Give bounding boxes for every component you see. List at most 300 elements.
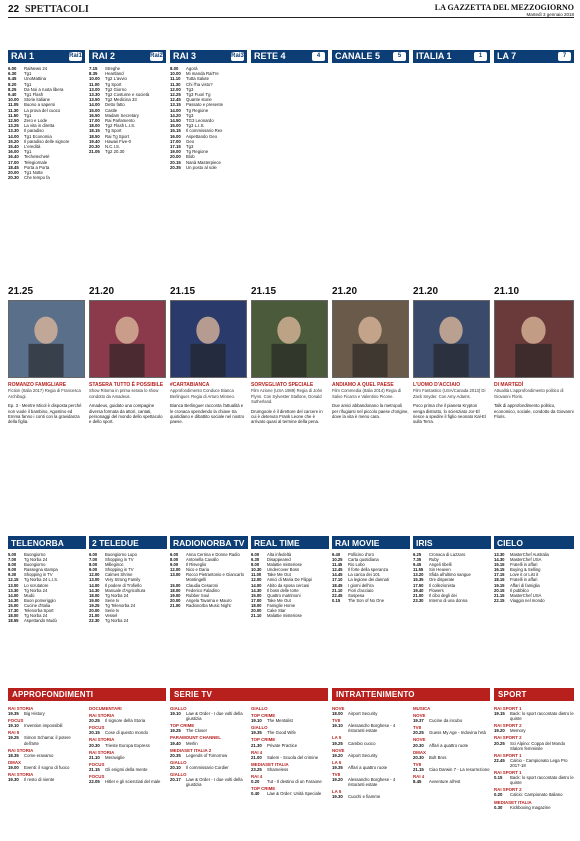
schedule-time: 20.30: [89, 144, 100, 150]
schedule-programme: Tg Norba 24: [105, 592, 129, 598]
schedule-time: 8.00: [251, 562, 260, 568]
primetime-time: 21.20: [89, 286, 115, 297]
category-channel: RAI 4: [251, 774, 263, 780]
schedule-time: 9.00: [170, 562, 179, 568]
schedule-programme: Serie tv: [105, 597, 120, 603]
schedule-time: 18.15: [494, 577, 505, 583]
schedule-regional: [332, 552, 410, 603]
schedule-programme: Anna Cerrina e Donne Radio: [186, 552, 240, 557]
section-header-serietv: SERIE TV: [170, 688, 328, 701]
schedule-row: [170, 753, 247, 758]
schedule-row: [89, 618, 167, 623]
schedule-programme: Buying & Selling: [510, 567, 541, 573]
category-list: [170, 704, 247, 787]
schedule-time: 13.30: [494, 552, 505, 557]
schedule-row: [251, 767, 328, 772]
schedule-regional: [89, 552, 167, 623]
schedule-time: 16.40: [8, 154, 19, 160]
schedule-row: [8, 618, 86, 623]
issue-date: Martedì 3 gennaio 2018: [526, 12, 574, 17]
schedule-programme: Rassegna stampa: [24, 567, 58, 573]
schedule-programme: Malattie misteriose: [267, 562, 302, 568]
schedule-programme: Calmes Shrine: [105, 572, 133, 578]
category-channel: FOCUS: [89, 761, 105, 767]
schedule-time: 0.15: [332, 597, 341, 603]
schedule-programme: UnoMattina: [24, 76, 46, 82]
schedule-programme: Rai Tg Sport: [105, 133, 130, 139]
primetime-genre: Film Commedia (Italia 2014) Regia di Salvo Ficarra e Valentino Picone.: [332, 388, 402, 399]
schedule-time: 20.30: [413, 754, 424, 760]
schedule-time: 7.00: [8, 557, 17, 563]
channel-header-rete4: RETE 4 4: [251, 50, 328, 63]
channel-header-italia1: ITALIA 1 1: [413, 50, 490, 63]
schedule-time: 21.10: [89, 754, 100, 760]
schedule-programme: Cronaca di Lazzaro: [429, 552, 466, 557]
category-channel: TV8: [413, 725, 422, 731]
schedule-programme: Tg3 L.I.S.: [186, 123, 205, 129]
schedule-time: 19.10: [332, 723, 343, 729]
schedule-programme: Il collezionista: [429, 582, 456, 588]
schedule-row: [170, 165, 247, 170]
schedule-programme: Cucine d'Italia: [24, 602, 51, 608]
schedule-programme: Vessel: [105, 613, 118, 619]
schedule-programme: Shameless: [267, 766, 289, 772]
category-channel: TOP CRIME: [251, 713, 276, 719]
category-channel: PARAMOUNT CHANNEL: [170, 735, 221, 741]
schedule-programme: Come eravamo: [24, 752, 54, 758]
category-channel: DMAX: [8, 759, 21, 765]
schedule-programme: Cake Star: [267, 608, 286, 614]
schedule-programme: Alessandro Borghese - 4 ristoranti estate: [348, 723, 396, 734]
schedule-time: 13.25: [8, 123, 19, 129]
schedule-time: 20.30: [413, 742, 424, 748]
schedule-time: 20.00: [170, 154, 181, 160]
primetime-photo: [8, 300, 85, 378]
schedule-programme: Milleginoc: [105, 562, 124, 568]
category-channel: LA 5: [332, 789, 342, 795]
channel-bar: [8, 50, 574, 63]
schedule-programme: Telegiornale: [24, 159, 48, 165]
schedule-time: 6.00: [251, 552, 260, 557]
channel-header-rai2: RAI 2 Rai2: [89, 50, 166, 63]
schedule-time: 15.20: [8, 138, 19, 144]
schedule-programme: Shopping in TV: [105, 567, 134, 573]
italia1-logo-icon: 1: [474, 52, 487, 61]
schedule-programme: Geo: [186, 138, 195, 144]
schedule-row: [413, 743, 490, 748]
schedule-programme: Nico e Daria: [186, 567, 210, 573]
schedule-time: 20.15: [89, 730, 100, 736]
category-channel: NOVE: [413, 713, 426, 719]
schedule-row: [332, 723, 409, 733]
schedule-time: 13.30: [8, 587, 19, 593]
masthead: LA GAZZETTA DEL MEZZOGIORNO: [434, 3, 574, 12]
schedule-programme: Disappeared: [267, 557, 291, 563]
section-title: SPETTACOLI: [25, 4, 89, 15]
schedule-programme: MasterChef USA: [510, 557, 542, 563]
schedule-time: 10.00: [170, 71, 181, 77]
schedule-row: [170, 777, 247, 787]
schedule-time: 17.00: [170, 138, 181, 144]
schedule-programme: Legends of Tomorrow: [186, 752, 228, 758]
schedule-time: 18.15: [89, 128, 100, 134]
schedule-row: [8, 175, 85, 180]
schedule-programme: La vita in diretta: [24, 123, 55, 129]
schedule-time: 19.37: [413, 718, 424, 724]
category-channel: RAI STORIA: [8, 747, 34, 753]
schedule-time: 8.00: [170, 66, 179, 71]
schedule-row: [332, 753, 409, 758]
schedule-time: 22.45: [494, 757, 505, 763]
schedule-programme: Nanà Masterpiece: [186, 159, 221, 165]
schedule-programme: Il forte della speranza: [348, 567, 389, 573]
schedule-time: 6.00: [89, 552, 98, 557]
channel-header-canale5: CANALE 5 5: [332, 50, 409, 63]
category-channel: RAI STORIA: [8, 706, 34, 711]
schedule-time: 17.15: [494, 572, 505, 578]
schedule-time: 12.00: [251, 577, 262, 583]
schedule-time: 22.30: [89, 618, 100, 624]
channel-header-raimovie: RAI MOVIE: [332, 536, 410, 549]
schedule-programme: Eventi: il sogno di fuoco: [24, 764, 70, 770]
schedule-row: [8, 723, 85, 728]
schedule-programme: Hawaii Five-0: [105, 138, 132, 144]
schedule-row: [494, 792, 574, 797]
schedule-programme: The Closer: [186, 728, 208, 734]
schedule-time: 6.30: [8, 71, 17, 77]
regional-channel-bar: [8, 536, 574, 549]
schedule-time: 17.15: [170, 144, 181, 150]
schedule-programme: Calcio: Campionato Italiano: [510, 792, 563, 798]
schedule-programme: Tg Norba 24: [105, 618, 129, 624]
schedule-programme: Sci Alpino: Coppa del Mondo Slalom femminile: [510, 740, 566, 751]
schedule-time: 16.50: [89, 112, 100, 118]
primetime-photo: [170, 300, 247, 378]
schedule-time: 14.00: [8, 133, 19, 139]
schedule-time: 8.00: [8, 562, 17, 568]
schedule-row: [8, 765, 85, 770]
primetime-time: 21.20: [413, 286, 439, 297]
schedule-time: 18.00: [89, 123, 100, 129]
schedule-time: 13.00: [170, 572, 181, 578]
schedule-row: [413, 767, 490, 772]
schedule-row: [170, 572, 248, 582]
schedule-programme: Famiglie Home: [267, 602, 296, 608]
schedule-time: 14.00: [8, 592, 19, 598]
schedule-programme: Madam Secretary: [105, 112, 139, 118]
schedule-programme: Trieste Europa Express: [105, 742, 150, 748]
primetime-synopsis: Ep. 3 - Mentre Micol è disposta perché non vuole il bambino, Agostino ed Emma fanno i conti con la gravidanza della figlia.: [8, 403, 82, 425]
primetime-synopsis: Talk di approfondimento politico, economico, sociale, condotto da Giovanni Floris.: [494, 403, 574, 420]
schedule-time: 18.00: [332, 711, 343, 717]
schedule-time: 18.35: [8, 752, 19, 758]
schedule-row: [494, 711, 574, 721]
schedule-time: 18.45: [332, 582, 343, 588]
schedule-programme: Very Strong Family: [105, 577, 141, 583]
schedule-programme: Streghe: [105, 66, 121, 71]
schedule-time: 18.50: [89, 133, 100, 139]
schedule-programme: Buongiorno: [24, 552, 46, 557]
schedule-time: 20.35: [170, 752, 181, 758]
schedule-time: 15.15: [170, 128, 181, 134]
category-channel: GIALLO: [170, 759, 187, 765]
rai3-logo-icon: Rai3: [231, 53, 244, 59]
schedule-time: 18.00: [8, 613, 19, 619]
section-header-intrattenimento: INTRATTENIMENTO: [332, 688, 490, 701]
schedule-time: 11.55: [413, 567, 424, 573]
schedule-programme: Take Me Out: [267, 597, 291, 603]
schedule-programme: The Mentalist: [267, 718, 293, 724]
schedule-row: [251, 743, 328, 748]
schedule-time: 20.25: [413, 730, 424, 736]
schedule-programme: Simon Schama: il potere dell'arte: [24, 735, 71, 746]
category-channel: RAI STORIA: [8, 772, 34, 778]
schedule-programme: Tg3: [186, 112, 194, 118]
category-list: [332, 704, 409, 800]
schedule-time: 12.50: [8, 118, 19, 124]
schedule-time: 18.00: [170, 587, 181, 593]
schedule-row: [494, 598, 574, 603]
schedule-programme: Rocco Pietrantonio e Giancarlo Montingelli: [186, 572, 244, 583]
schedule-rai2: [89, 66, 166, 154]
schedule-time: 6.45: [8, 76, 17, 82]
schedule-row: [332, 765, 409, 770]
schedule-programme: Pollicino d'oro: [348, 552, 374, 557]
schedule-programme: Tg Norba 24: [24, 557, 48, 563]
schedule-time: 14.00: [89, 102, 100, 108]
schedule-time: 9.45: [413, 562, 422, 568]
schedule-programme: Claudia Cesaroni: [186, 582, 219, 588]
schedule-time: 17.00: [89, 118, 100, 124]
schedule-programme: Alta infedeltà: [267, 552, 292, 557]
schedule-row: [89, 730, 166, 735]
schedule-row: [332, 741, 409, 746]
primetime-time: 21.20: [332, 286, 358, 297]
schedule-time: 21.15: [494, 592, 505, 598]
schedule-programme: Interno di una donna: [429, 597, 468, 603]
schedule-time: 10.00: [89, 76, 100, 82]
canale5-logo-icon: 5: [393, 52, 406, 61]
schedule-programme: Chi l'ha visto?: [186, 81, 213, 87]
primetime-genre: Show Ritorna in prima serata lo show condotto da Amadeus.: [89, 388, 159, 399]
schedule-time: 12.45: [332, 567, 343, 573]
primetime-genre: Film Fantastico (USA/Canada 2013) Di Zack Snyder. Con Amy Adams.: [413, 388, 486, 399]
schedule-programme: Sospesa: [348, 592, 365, 598]
schedule-programme: Cucine da incubo: [429, 718, 463, 724]
schedule-time: 17.30: [8, 608, 19, 614]
schedule-programme: Il resto di niente: [24, 777, 55, 783]
schedule-programme: Shopping in TV: [105, 557, 134, 563]
schedule-time: 20.15: [170, 159, 181, 165]
schedule-time: 19.30: [332, 794, 343, 800]
schedule-row: [170, 741, 247, 746]
schedule-programme: The Son of No One: [348, 597, 385, 603]
schedule-regional: [8, 552, 86, 623]
primetime-description: [89, 383, 166, 425]
schedule-time: 6.40: [332, 552, 341, 557]
schedule-time: 19.25: [170, 728, 181, 734]
schedule-row: [251, 613, 329, 618]
schedule-programme: Tg3: [186, 144, 194, 150]
category-channel: RAI STORIA: [89, 737, 115, 743]
schedule-programme: Manuale d'Agricoltura: [105, 587, 146, 593]
category-channel: NOVE: [332, 706, 345, 711]
primetime-synopsis: Amadeus, guidato una compagine diversa formata da attori, cantati, personaggi del mondo dello spettacolo e dello sport.: [89, 403, 163, 425]
schedule-row: [332, 711, 409, 716]
schedule-time: 19.00: [89, 597, 100, 603]
schedule-time: 6.00: [170, 552, 179, 557]
channel-header-teledue: 2 TELEDUE: [89, 536, 167, 549]
category-channel: RAI STORIA: [89, 749, 115, 755]
schedule-time: 16.00: [8, 149, 19, 155]
category-channel: TV8: [332, 718, 341, 724]
schedule-programme: Tg2 Medicina 33: [105, 97, 137, 103]
schedule-programme: Affari a quattro ruote: [348, 764, 388, 770]
schedule-programme: Law & Order - I due volti della giustizia: [186, 777, 243, 788]
category-channel: RAI SPORT 2: [494, 735, 522, 741]
schedule-programme: Tg1: [24, 149, 32, 155]
primetime-genre: Approfondimento Conduce Bianca Berlinguer. Regia di Arturo Minneo.: [170, 388, 235, 399]
schedule-programme: Tg3 Fuori Tg: [186, 92, 211, 98]
schedule-time: 21.15: [89, 766, 100, 772]
rai1-logo-icon: Rai1: [69, 53, 82, 59]
schedule-row: [332, 777, 409, 787]
schedule-time: 22.45: [332, 592, 343, 598]
schedule-programme: Gli enigmi della mente: [105, 766, 148, 772]
schedule-time: 14.50: [170, 118, 181, 124]
schedule-programme: Ore disperate: [429, 577, 455, 583]
schedule-row: [413, 718, 490, 723]
category-channel: RAI SPORT 2: [494, 787, 522, 793]
schedule-time: 21.00: [251, 754, 262, 760]
schedule-time: 20.25: [89, 718, 100, 724]
schedule-programme: Take Me Out: [267, 572, 291, 578]
schedule-programme: Zero e Lode: [24, 118, 48, 124]
schedule-time: 5.00: [8, 552, 17, 557]
schedule-programme: Cambio cuoco: [348, 740, 376, 746]
schedule-programme: MasterChef Australia: [510, 552, 549, 557]
schedule-time: 10.00: [8, 97, 19, 103]
category-channel: TOP CRIME: [251, 786, 276, 792]
schedule-time: 10.25: [332, 557, 343, 563]
schedule-programme: Love it or List it: [510, 572, 539, 578]
primetime-description: [413, 383, 490, 425]
schedule-time: 19.20: [332, 777, 343, 783]
primetime-genre: Film Azione (USA 1989) Regia di John Flynn. Con Sylvester Stallone, Donald Sutherland.: [251, 388, 323, 405]
schedule-programme: Big History: [24, 711, 45, 717]
schedule-time: 19.35: [8, 711, 19, 717]
schedule-time: 14.30: [494, 557, 505, 563]
schedule-time: 18.00: [89, 592, 100, 598]
schedule-time: 11.05: [8, 102, 19, 108]
primetime-photo: [251, 300, 328, 378]
category-channel: RAI SPORT 1: [494, 706, 522, 711]
category-list: [8, 704, 85, 782]
schedule-time: 19.10: [251, 718, 262, 724]
schedule-time: 8.45: [413, 779, 422, 785]
category-channel: LA 5: [332, 759, 342, 765]
schedule-programme: Shopping in TV: [24, 572, 53, 578]
category-channel: MEDIASET ITALIA: [494, 799, 532, 805]
schedule-programme: Law & Order: Unità Speciale: [267, 791, 322, 797]
rete4-logo-icon: 4: [312, 52, 325, 61]
schedule-time: 0.20: [251, 779, 260, 785]
primetime-synopsis: Poco prima che il pianeta Krypton venga distrutto, lo scienziato Jor-El riesce a spedire il figlio neonato Kal-El sulla Terra.: [413, 403, 486, 425]
schedule-row: [251, 779, 328, 784]
schedule-programme: Lo scrutatore: [24, 582, 49, 588]
primetime-title: DI MARTEDÌ: [494, 382, 524, 388]
schedule-time: 19.25: [8, 735, 19, 741]
schedule-programme: Tg2 20.30: [105, 149, 125, 155]
schedule-programme: Hitler e gli scienziati del male: [105, 779, 161, 785]
primetime-photo: [413, 300, 490, 378]
schedule-programme: Buon pomeriggio: [24, 597, 56, 603]
schedule-time: 14.30: [251, 587, 262, 593]
schedule-time: 12.00: [170, 86, 181, 92]
schedule-programme: Amici di Maria De Filippi: [267, 577, 312, 583]
schedule-row: [251, 718, 328, 723]
category-list: [89, 704, 166, 784]
schedule-programme: Il podere di Trofiello: [105, 582, 142, 588]
schedule-time: 20.25: [494, 740, 505, 746]
schedule-row: [413, 755, 490, 760]
schedule-time: 12.45: [170, 97, 181, 103]
schedule-time: 13.50: [89, 97, 100, 103]
category-channel: DMAX: [413, 749, 426, 755]
schedule-programme: Castle: [105, 107, 118, 113]
schedule-programme: Salem - Scuola del crimine: [267, 754, 319, 760]
primetime-photo: [494, 300, 574, 378]
schedule-time: 20.17: [170, 777, 181, 783]
schedule-programme: Cose di questo mondo: [105, 730, 148, 736]
schedule-time: 6.00: [8, 66, 17, 71]
schedule-time: 19.35: [251, 730, 262, 736]
schedule-programme: Cuochi e fiamme: [348, 794, 381, 800]
schedule-time: 11.50: [8, 112, 19, 118]
schedule-time: 8.00: [89, 562, 98, 568]
schedule-row: [89, 767, 166, 772]
schedule-row: [8, 777, 85, 782]
schedule-time: 14.30: [89, 587, 100, 593]
schedule-time: 20.00: [89, 608, 100, 614]
schedule-time: 8.25: [8, 86, 17, 92]
primetime-title: SORVEGLIATO SPECIALE: [251, 382, 314, 388]
schedule-time: 17.00: [8, 159, 19, 165]
category-channel: RAI 5: [8, 730, 20, 736]
channel-header-realtime: REAL TIME: [251, 536, 329, 549]
schedule-programme: I giorni dell'ira: [348, 582, 374, 588]
schedule-programme: Tutta Salute: [186, 76, 210, 82]
schedule-row: [89, 718, 166, 723]
schedule-time: 14.30: [8, 597, 19, 603]
schedule-time: 20.15: [494, 587, 505, 593]
schedule-time: 8.00: [170, 557, 179, 563]
primetime-title: STASERA TUTTO È POSSIBILE: [89, 382, 164, 388]
schedule-programme: Tg Norba 24 L.I.S.: [24, 577, 59, 583]
schedule-time: 11.10: [170, 76, 181, 82]
schedule-programme: Sfida all'ultimo sangue: [429, 572, 471, 578]
schedule-time: 15.15: [494, 562, 505, 568]
schedule-time: 13.20: [413, 572, 424, 578]
category-channel: FOCUS: [89, 774, 105, 780]
schedule-programme: Fiori d'acciaio: [348, 587, 374, 593]
schedule-time: 19.25: [332, 740, 343, 746]
category-channel: NOVE: [413, 737, 426, 743]
schedule-time: 12.25: [170, 92, 181, 98]
schedule-programme: Buongiorno: [24, 562, 46, 568]
schedule-programme: L'eredità: [24, 144, 41, 150]
schedule-time: 19.00: [170, 149, 181, 155]
